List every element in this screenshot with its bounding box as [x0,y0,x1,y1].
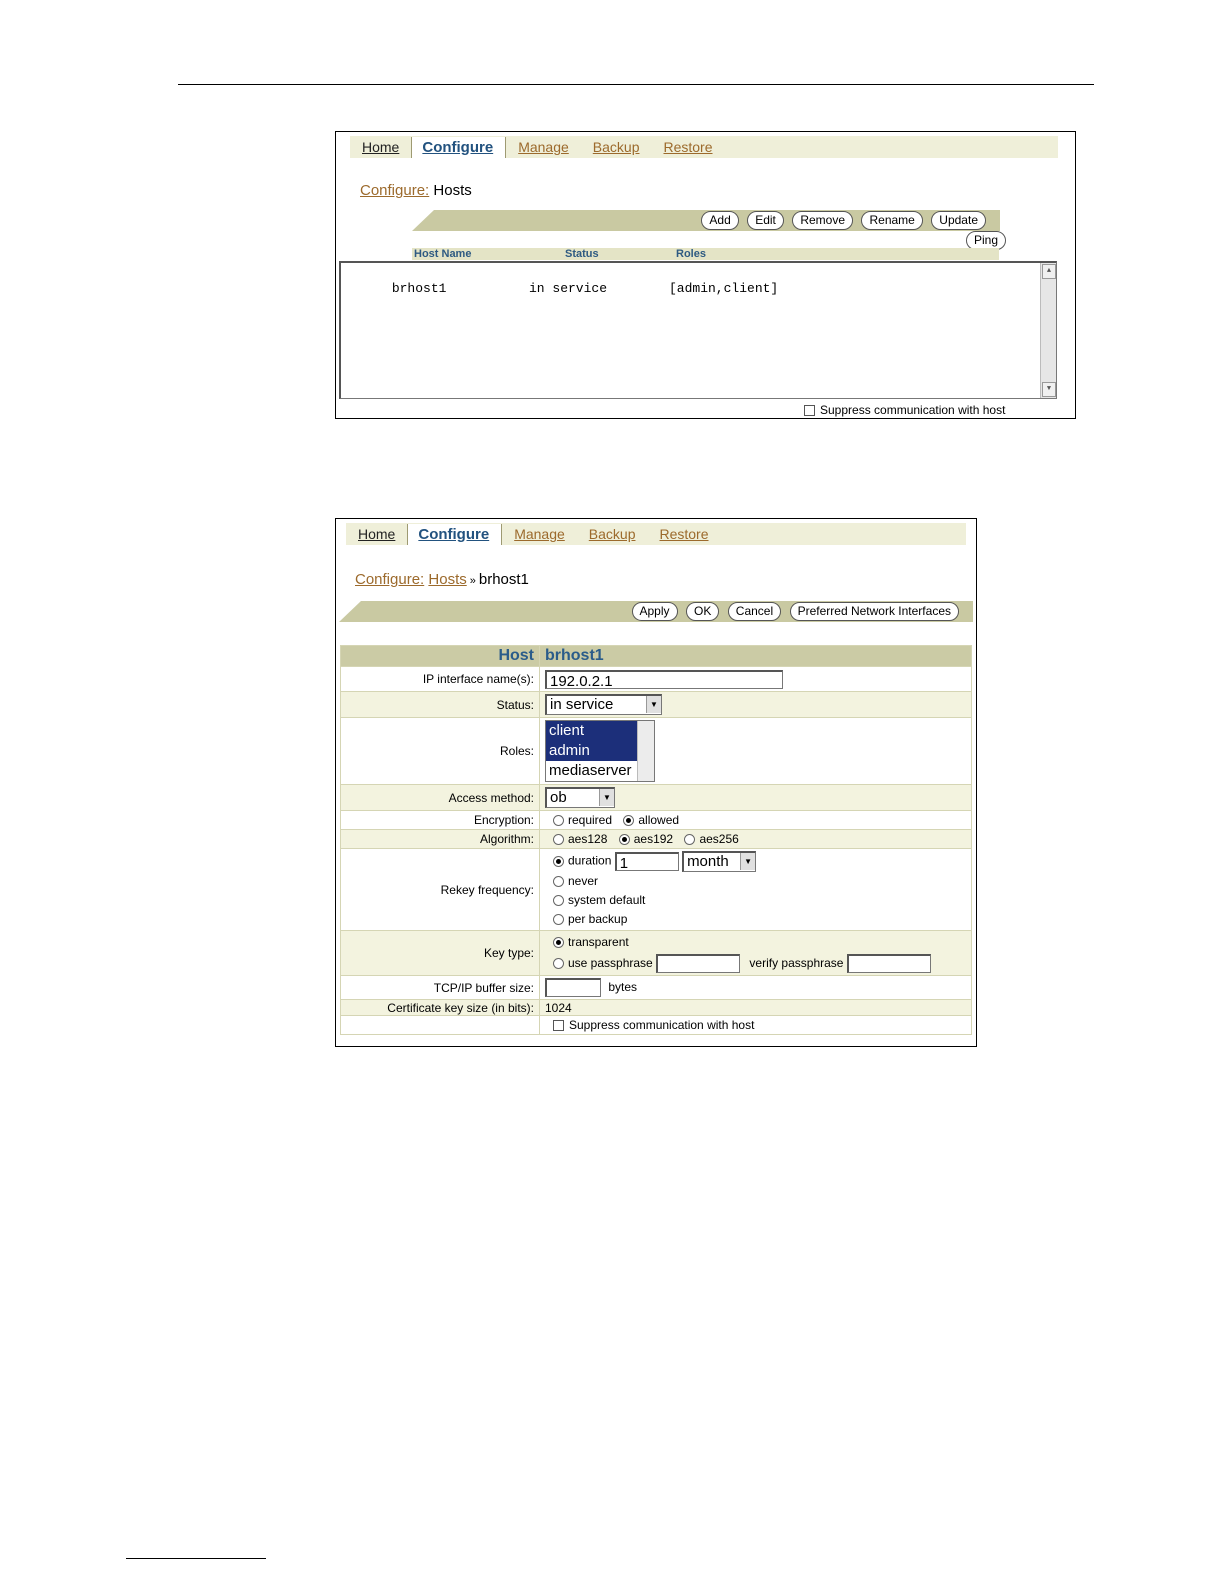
tab-configure[interactable]: Configure [407,524,502,545]
rekey-duration-input[interactable]: 1 [615,852,679,871]
host-name: brhost1 [540,646,972,667]
algorithm-aes192-radio[interactable] [619,834,630,845]
cert-key-label: Certificate key size (in bits): [341,1000,540,1016]
roles-scrollbar[interactable] [637,721,654,781]
nav-tabs [350,136,1058,158]
cancel-button[interactable]: Cancel [728,602,781,621]
breadcrumb [355,571,529,588]
algorithm-row [341,830,972,849]
ip-input[interactable]: 192.0.2.1 [545,670,783,689]
rekey-never-label: never [568,873,599,888]
tab-backup[interactable]: Backup [592,139,640,155]
breadcrumb-current: brhost1 [478,571,529,588]
cert-key-row [341,1000,972,1016]
chevron-down-icon: ▼ [646,696,661,713]
action-toolbar [339,601,973,622]
breadcrumb [360,182,472,199]
keytype-transparent-label: transparent [568,935,629,949]
tab-home[interactable]: Home [362,139,400,155]
column-host-name[interactable]: Host Name [414,248,472,260]
rekey-row [341,849,972,931]
add-button[interactable]: Add [701,211,738,230]
suppress-label: Suppress communication with host [820,403,1006,417]
page-top-rule [178,84,1094,85]
access-method-row [341,785,972,811]
rekey-system-default-radio[interactable] [553,895,564,906]
encryption-row [341,811,972,830]
status-value: in service [550,696,614,713]
apply-button[interactable]: Apply [632,602,678,621]
rekey-duration-label: duration [568,853,612,868]
action-toolbar [412,210,1000,231]
key-type-row [341,931,972,976]
host-label: Host [341,646,540,667]
keytype-transparent-radio[interactable] [553,937,564,948]
tab-restore[interactable]: Restore [663,139,713,155]
tab-backup[interactable]: Backup [588,526,636,542]
list-scrollbar[interactable] [1040,263,1056,398]
algorithm-label: Algorithm: [341,830,540,849]
column-status[interactable]: Status [565,248,599,260]
nav-tabs-2 [346,523,966,545]
remove-button[interactable]: Remove [792,211,853,230]
algorithm-aes128-radio[interactable] [553,834,564,845]
role-option-admin[interactable]: admin [546,741,637,761]
tcp-buffer-input[interactable] [545,978,601,997]
encryption-allowed-label: allowed [638,813,680,827]
encryption-allowed-radio[interactable] [623,815,634,826]
update-button[interactable]: Update [931,211,986,230]
status-label: Status: [341,692,540,718]
suppress-checkbox[interactable] [804,405,815,416]
suppress-row [341,1016,972,1035]
role-option-mediaserver[interactable]: mediaserver [549,762,632,779]
roles-cell: [admin,client] [669,281,779,296]
encryption-label: Encryption: [341,811,540,830]
breadcrumb-current: Hosts [433,182,472,199]
passphrase-input[interactable] [656,954,740,973]
preferred-network-interfaces-button[interactable]: Preferred Network Interfaces [790,602,959,621]
role-option-client[interactable]: client [546,721,637,741]
algorithm-aes192-label: aes192 [633,832,674,846]
access-method-value: ob [550,789,567,806]
tab-restore[interactable]: Restore [659,526,709,542]
host-name-cell: brhost1 [391,281,447,296]
encryption-required-radio[interactable] [553,815,564,826]
edit-button[interactable]: Edit [747,211,784,230]
chevron-down-icon: ▼ [599,789,614,806]
breadcrumb-configure-link[interactable]: Configure: [360,182,430,199]
rename-button[interactable]: Rename [861,211,922,230]
rekey-duration-radio[interactable] [553,856,564,867]
cert-key-value: 1024 [540,1000,972,1016]
suppress-row [804,403,1005,417]
tab-home[interactable]: Home [358,526,396,542]
encryption-required-label: required [568,813,613,827]
verify-passphrase-input[interactable] [847,954,931,973]
scroll-down-icon[interactable]: ▼ [1042,382,1056,397]
list-item[interactable] [345,266,779,311]
column-roles[interactable]: Roles [676,248,706,260]
rekey-per-backup-radio[interactable] [553,914,564,925]
host-edit-screenshot [335,518,977,1047]
rekey-label: Rekey frequency: [341,849,540,931]
ip-label: IP interface name(s): [341,667,540,692]
host-table-header [412,248,999,260]
host-form [340,645,972,1035]
key-type-label: Key type: [341,931,540,976]
tcp-buffer-label: TCP/IP buffer size: [341,976,540,1000]
host-header-row [341,646,972,667]
hosts-list-screenshot [335,131,1076,419]
breadcrumb-hosts-link[interactable]: Hosts [428,571,467,588]
tab-configure[interactable]: Configure [411,137,506,158]
roles-row [341,718,972,785]
rekey-per-backup-label: per backup [568,911,628,926]
rekey-unit-select[interactable] [682,851,756,872]
roles-listbox[interactable] [545,720,655,782]
host-list[interactable] [339,261,1057,399]
tab-manage[interactable]: Manage [514,526,565,542]
suppress-label: Suppress communication with host [569,1018,755,1032]
status-cell: in service [529,281,608,296]
page-bottom-rule [126,1558,266,1559]
rekey-system-default-label: system default [568,892,646,907]
ip-row [341,667,972,692]
verify-passphrase-label: verify passphrase [749,956,844,970]
tab-manage[interactable]: Manage [518,139,569,155]
rekey-unit-value: month [687,852,729,870]
tcp-buffer-unit: bytes [608,979,638,994]
ping-button[interactable]: Ping [966,231,1006,250]
algorithm-aes128-label: aes128 [568,832,608,846]
algorithm-aes256-label: aes256 [699,832,739,846]
chevron-down-icon: ▼ [740,853,755,870]
access-method-label: Access method: [341,785,540,811]
access-method-select[interactable] [545,787,615,808]
rekey-never-radio[interactable] [553,876,564,887]
keytype-passphrase-label: use passphrase [568,956,653,970]
suppress-checkbox[interactable] [553,1020,564,1031]
algorithm-aes256-radio[interactable] [684,834,695,845]
breadcrumb-separator: » [469,575,476,587]
scroll-up-icon[interactable]: ▲ [1042,264,1056,279]
keytype-passphrase-radio[interactable] [553,958,564,969]
status-select[interactable] [545,694,662,715]
roles-label: Roles: [341,718,540,785]
tcp-buffer-row [341,976,972,1000]
ok-button[interactable]: OK [686,602,719,621]
breadcrumb-configure-link[interactable]: Configure: [355,571,425,588]
status-row [341,692,972,718]
